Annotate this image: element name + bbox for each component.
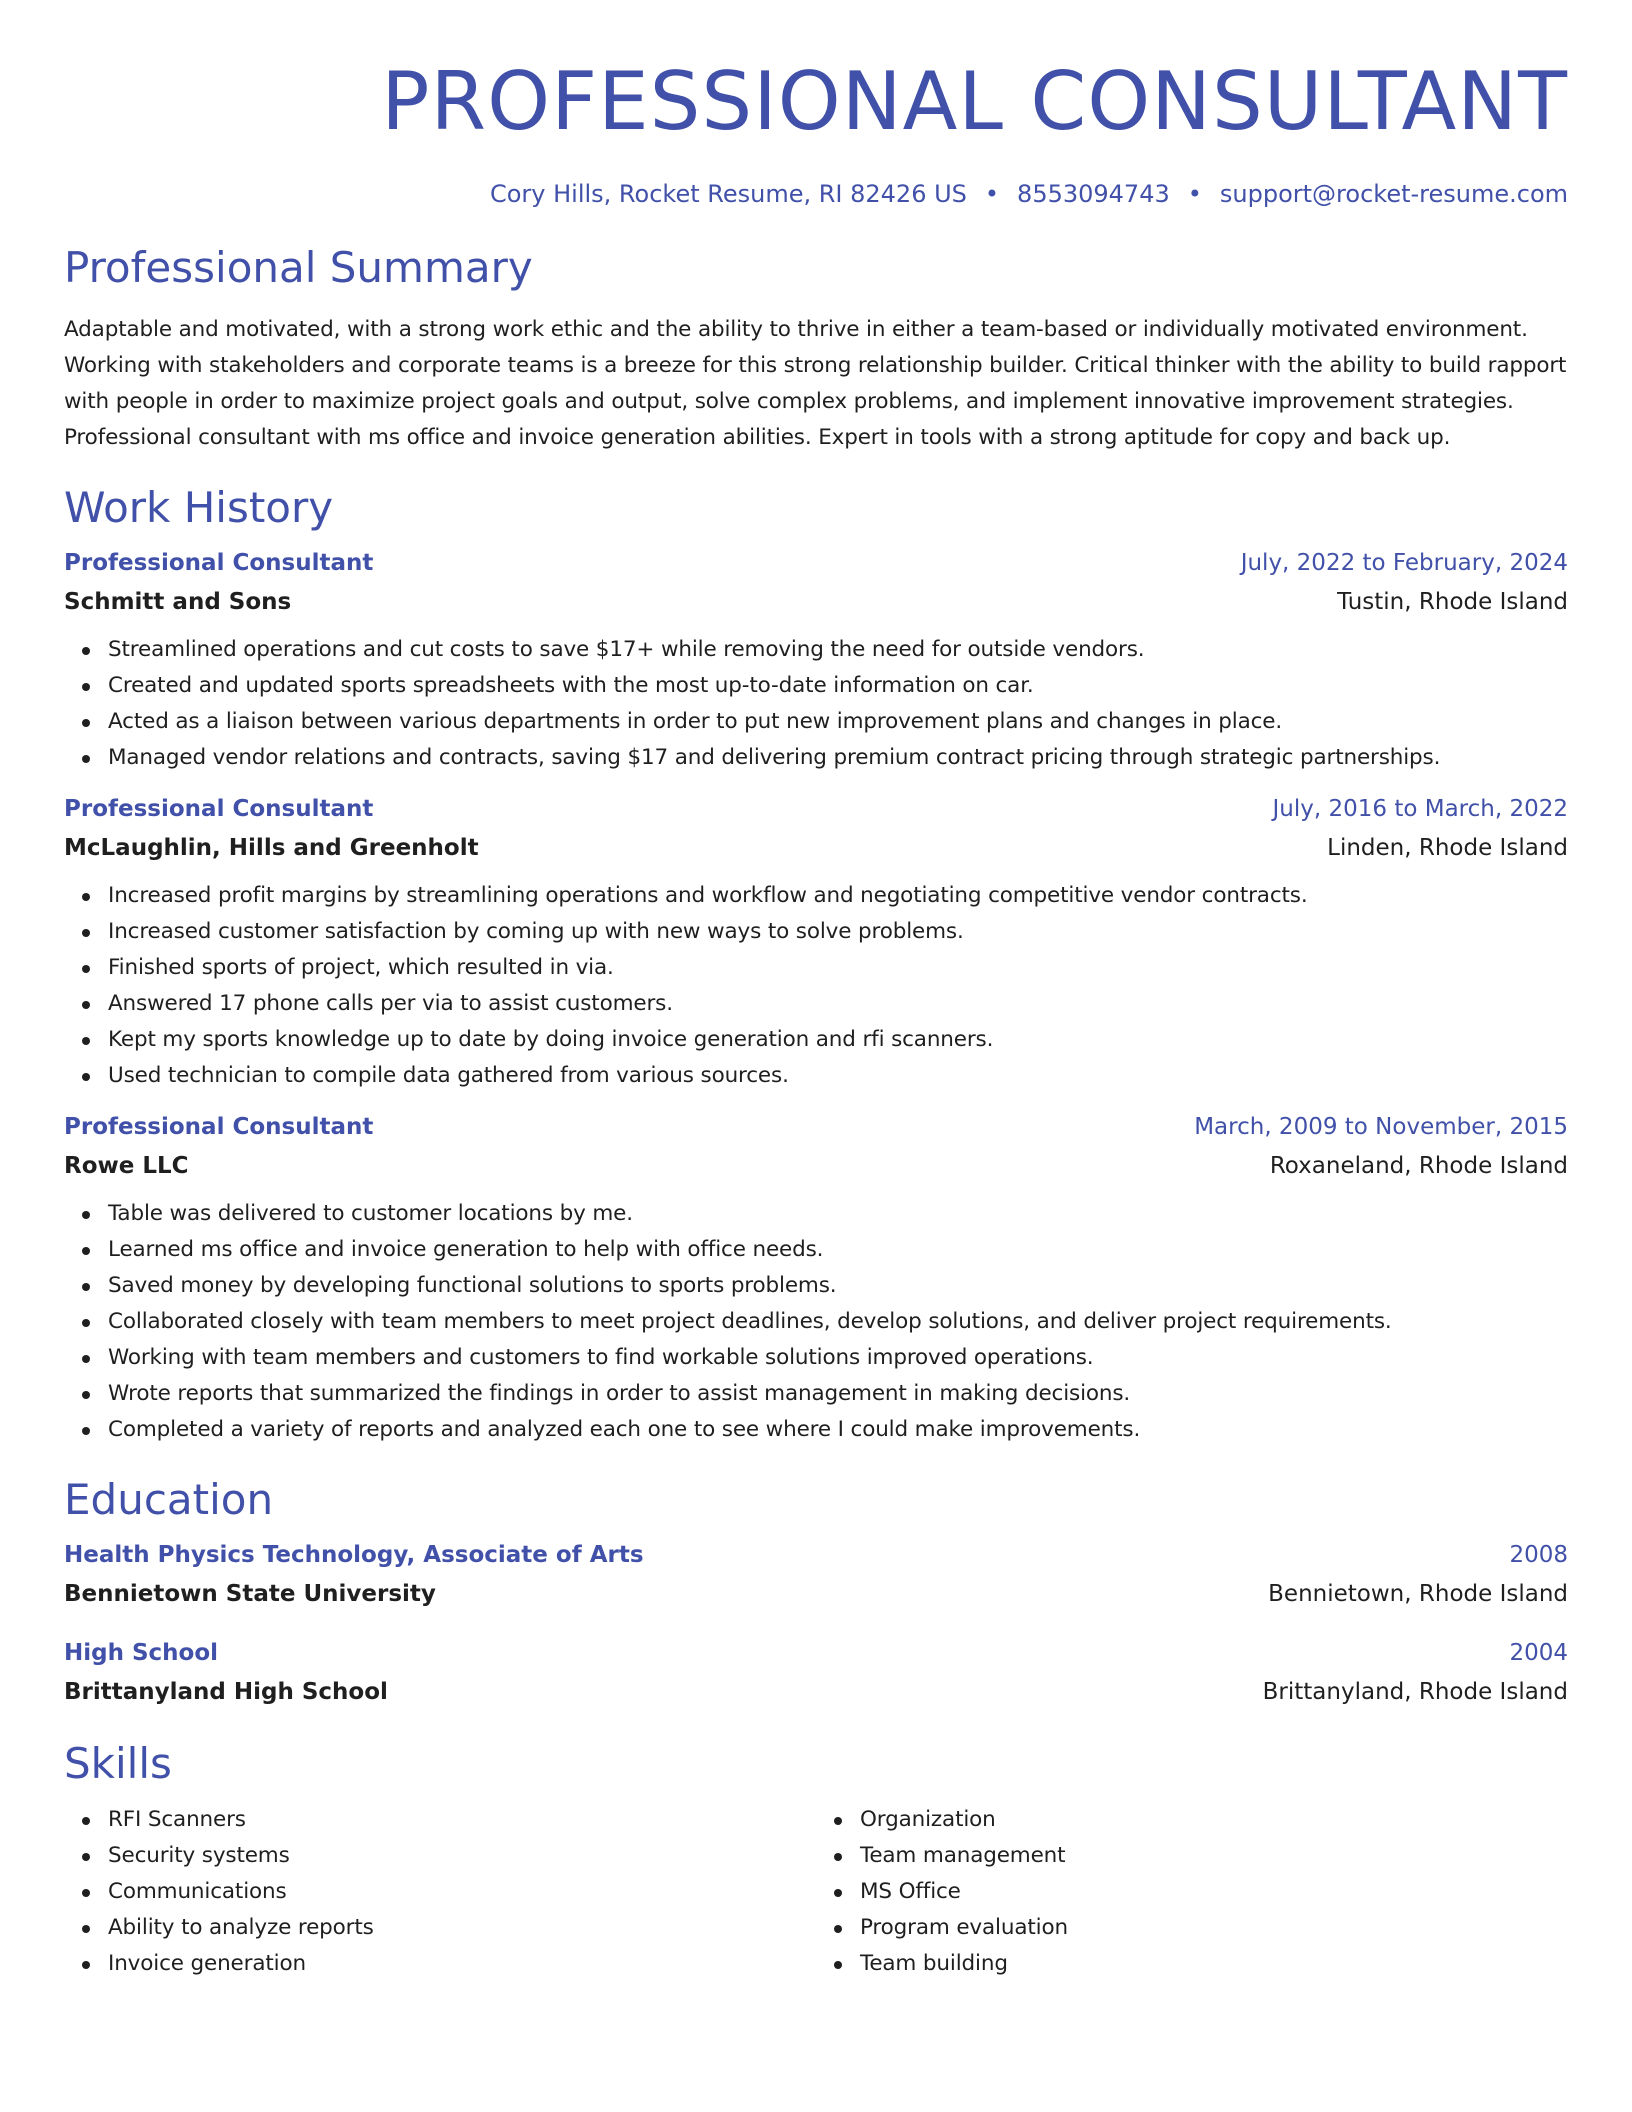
list-item: Answered 17 phone calls per via to assist customers. bbox=[108, 986, 1568, 1022]
contact-separator: • bbox=[1187, 180, 1202, 208]
list-item: Used technician to compile data gathered from various sources. bbox=[108, 1058, 1568, 1094]
list-item: Table was delivered to customer locations by me. bbox=[108, 1196, 1568, 1232]
list-item: Wrote reports that summarized the findings in order to assist management in making decisions. bbox=[108, 1376, 1568, 1412]
skill-item: Ability to analyze reports bbox=[108, 1910, 804, 1946]
skill-item: Program evaluation bbox=[860, 1910, 1556, 1946]
list-item: Collaborated closely with team members to meet project deadlines, develop solutions, and deliver project requirements. bbox=[108, 1304, 1568, 1340]
education-entry bbox=[64, 1634, 1568, 1712]
job-entry bbox=[64, 1108, 1568, 1448]
job-dates: March, 2009 to November, 2015 bbox=[1194, 1114, 1568, 1140]
education-year: 2004 bbox=[1509, 1640, 1568, 1666]
contact-address: Cory Hills, Rocket Resume, RI 82426 US bbox=[489, 180, 967, 208]
job-bullets bbox=[64, 878, 1568, 1094]
school-location: Brittanyland, Rhode Island bbox=[1262, 1679, 1568, 1705]
skill-item: RFI Scanners bbox=[108, 1802, 804, 1838]
job-title: Professional Consultant bbox=[64, 550, 374, 576]
education-year: 2008 bbox=[1509, 1542, 1568, 1568]
list-item: Increased customer satisfaction by coming up with new ways to solve problems. bbox=[108, 914, 1568, 950]
job-entry bbox=[64, 544, 1568, 776]
resume-name: PROFESSIONAL CONSULTANT bbox=[381, 55, 1568, 148]
degree-title: High School bbox=[64, 1640, 219, 1666]
job-entry bbox=[64, 790, 1568, 1094]
skills-column-right bbox=[804, 1802, 1556, 1982]
job-location: Roxaneland, Rhode Island bbox=[1269, 1153, 1568, 1179]
list-item: Kept my sports knowledge up to date by doing invoice generation and rfi scanners. bbox=[108, 1022, 1568, 1058]
job-dates: July, 2022 to February, 2024 bbox=[1240, 550, 1568, 576]
contact-separator: • bbox=[984, 180, 1000, 208]
summary-heading: Professional Summary bbox=[64, 243, 533, 292]
list-item: Streamlined operations and cut costs to save $17+ while removing the need for outside vendors. bbox=[108, 632, 1568, 668]
skill-item: Team management bbox=[860, 1838, 1556, 1874]
education-list bbox=[64, 1536, 1568, 1712]
skills-column-left bbox=[64, 1802, 804, 1982]
job-title: Professional Consultant bbox=[64, 796, 374, 822]
skill-item: Organization bbox=[860, 1802, 1556, 1838]
skills-heading: Skills bbox=[64, 1739, 172, 1788]
job-location: Linden, Rhode Island bbox=[1327, 835, 1568, 861]
list-item: Learned ms office and invoice generation to help with office needs. bbox=[108, 1232, 1568, 1268]
list-item: Acted as a liaison between various departments in order to put new improvement plans and changes in place. bbox=[108, 704, 1568, 740]
skill-item: Security systems bbox=[108, 1838, 804, 1874]
job-bullets bbox=[64, 1196, 1568, 1448]
contact-email: support@rocket-resume.com bbox=[1219, 180, 1568, 208]
skill-item: MS Office bbox=[860, 1874, 1556, 1910]
skills-list bbox=[64, 1802, 1568, 1982]
contact-phone: 8553094743 bbox=[1017, 180, 1170, 208]
school-location: Bennietown, Rhode Island bbox=[1268, 1581, 1568, 1607]
list-item: Saved money by developing functional solutions to sports problems. bbox=[108, 1268, 1568, 1304]
education-entry bbox=[64, 1536, 1568, 1614]
skill-item: Team building bbox=[860, 1946, 1556, 1982]
degree-title: Health Physics Technology, Associate of Arts bbox=[64, 1542, 644, 1568]
job-bullets bbox=[64, 632, 1568, 776]
list-item: Managed vendor relations and contracts, saving $17 and delivering premium contract pricing through strategic partnerships. bbox=[108, 740, 1568, 776]
job-company: Schmitt and Sons bbox=[64, 589, 292, 615]
job-company: McLaughlin, Hills and Greenholt bbox=[64, 835, 479, 861]
list-item: Finished sports of project, which resulted in via. bbox=[108, 950, 1568, 986]
job-location: Tustin, Rhode Island bbox=[1337, 589, 1568, 615]
list-item: Working with team members and customers to find workable solutions improved operations. bbox=[108, 1340, 1568, 1376]
contact-line bbox=[64, 178, 1568, 210]
school-name: Brittanyland High School bbox=[64, 1679, 388, 1705]
school-name: Bennietown State University bbox=[64, 1581, 436, 1607]
job-company: Rowe LLC bbox=[64, 1153, 189, 1179]
work-history-list bbox=[64, 544, 1568, 1448]
list-item: Completed a variety of reports and analyzed each one to see where I could make improvements. bbox=[108, 1412, 1568, 1448]
list-item: Created and updated sports spreadsheets with the most up-to-date information on car. bbox=[108, 668, 1568, 704]
list-item: Increased profit margins by streamlining operations and workflow and negotiating competitive vendor contracts. bbox=[108, 878, 1568, 914]
skill-item: Invoice generation bbox=[108, 1946, 804, 1982]
education-heading: Education bbox=[64, 1475, 274, 1524]
resume-page bbox=[64, 0, 1568, 1982]
skill-item: Communications bbox=[108, 1874, 804, 1910]
job-title: Professional Consultant bbox=[64, 1114, 374, 1140]
job-dates: July, 2016 to March, 2022 bbox=[1272, 796, 1568, 822]
work-history-heading: Work History bbox=[64, 483, 334, 532]
summary-text: Adaptable and motivated, with a strong work ethic and the ability to thrive in either a team-based or individually motivated environment. Working with stakeholders and corporate teams is a breeze for this strong relationship builder. Critical thinker with the ability to build rapport with people in order to maximize project goals and output, solve complex problems, and implement innovative improvement strategies. Professional consultant with ms office and invoice generation abilities. Expert in tools with a strong aptitude for copy and back up. bbox=[64, 317, 1567, 450]
